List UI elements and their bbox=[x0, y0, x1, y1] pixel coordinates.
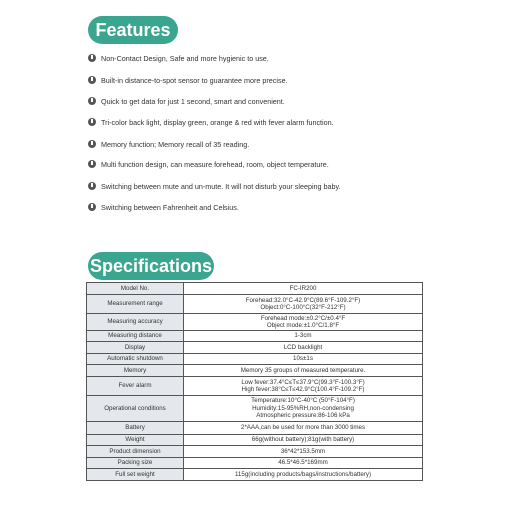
info-bullet-icon bbox=[88, 76, 96, 84]
feature-item bbox=[88, 73, 288, 87]
spec-label: Measuring accuracy bbox=[87, 314, 184, 331]
spec-value-line: Memory 35 groups of measured temperature. bbox=[240, 366, 366, 374]
spec-value-line: 36*42*153.5mm bbox=[280, 447, 326, 455]
feature-text: Multi function design, can measure forehead, room, object temperature. bbox=[101, 159, 329, 169]
feature-item bbox=[88, 200, 239, 214]
feature-text: Non-Contact Design, Safe and more hygienic to use. bbox=[101, 53, 269, 63]
spec-value-line: Temperature:10°C-40°C (50°F-104°F) bbox=[251, 397, 355, 405]
spec-value-line: 66g(without battery);81g(with battery) bbox=[251, 436, 355, 444]
specifications-table bbox=[86, 282, 423, 481]
spec-value-line: Humidity:15-95%RH,non-condensing bbox=[252, 404, 354, 412]
feature-item bbox=[88, 157, 329, 171]
spec-label: Display bbox=[87, 342, 184, 354]
feature-text: Built-in distance-to-spot sensor to guarantee more precise. bbox=[101, 75, 288, 85]
info-bullet-icon bbox=[88, 182, 96, 190]
spec-row bbox=[87, 342, 423, 354]
info-bullet-icon bbox=[88, 54, 96, 62]
feature-item bbox=[88, 51, 269, 65]
spec-value-line: Forehead mode:±0.2°C/±0.4°F bbox=[260, 314, 346, 322]
spec-value-line: 1-3cm bbox=[294, 332, 312, 340]
spec-value bbox=[184, 354, 423, 365]
info-bullet-icon bbox=[88, 203, 96, 211]
spec-value-line: 46.5*46.5*169mm bbox=[278, 459, 328, 467]
spec-label: Operational conditions bbox=[87, 396, 184, 422]
info-bullet-icon bbox=[88, 160, 96, 168]
feature-text: Switching between Fahrenheit and Celsius. bbox=[101, 202, 239, 212]
info-bullet-icon bbox=[88, 140, 96, 148]
spec-label: Model No. bbox=[87, 283, 184, 295]
spec-value bbox=[184, 446, 423, 458]
spec-row bbox=[87, 354, 423, 365]
spec-row bbox=[87, 365, 423, 377]
spec-row bbox=[87, 422, 423, 435]
spec-value bbox=[184, 331, 423, 342]
spec-value-line: FC-IR200 bbox=[289, 284, 317, 292]
spec-label: Full set weight bbox=[87, 469, 184, 481]
feature-item bbox=[88, 94, 285, 108]
spec-label: Memory bbox=[87, 365, 184, 377]
spec-row bbox=[87, 331, 423, 342]
spec-value-line: Object mode:±1.0°C/1.8°F bbox=[266, 322, 340, 329]
spec-label: Measurement range bbox=[87, 295, 184, 314]
spec-value bbox=[184, 342, 423, 354]
spec-value bbox=[184, 469, 423, 481]
spec-row bbox=[87, 283, 423, 295]
spec-value bbox=[184, 314, 423, 331]
spec-row bbox=[87, 469, 423, 481]
feature-text: Memory function; Memory recall of 35 reading. bbox=[101, 139, 250, 149]
feature-text: Quick to get data for just 1 second, smart and convenient. bbox=[101, 96, 285, 106]
spec-value bbox=[184, 396, 423, 422]
spec-value-line: Atmospheric pressure:86-106 kPa bbox=[256, 412, 350, 420]
spec-label: Automatic shutdown bbox=[87, 354, 184, 365]
spec-value-line: 115g(including products/bags/instructions/battery) bbox=[234, 470, 372, 478]
spec-label: Measuring distance bbox=[87, 331, 184, 342]
features-heading: Features bbox=[88, 16, 178, 44]
spec-label: Product dimension bbox=[87, 446, 184, 458]
spec-value bbox=[184, 422, 423, 435]
spec-value-line: 10s±1s bbox=[293, 355, 313, 363]
info-bullet-icon bbox=[88, 118, 96, 126]
spec-row bbox=[87, 396, 423, 422]
spec-label: Battery bbox=[87, 422, 184, 435]
feature-item bbox=[88, 179, 341, 193]
spec-value-line: LCD backlight bbox=[283, 343, 323, 351]
spec-row bbox=[87, 377, 423, 396]
spec-row bbox=[87, 446, 423, 458]
spec-value bbox=[184, 435, 423, 446]
spec-row bbox=[87, 314, 423, 331]
spec-value-line: Low fever:37.4°C≤T≤37.9°C(99.3°F-100.3°F) bbox=[241, 378, 365, 386]
feature-item bbox=[88, 137, 249, 151]
spec-value bbox=[184, 377, 423, 396]
spec-label: Packing size bbox=[87, 458, 184, 469]
spec-row bbox=[87, 458, 423, 469]
spec-value-line: Object:0°C-100°C(32°F-212°F) bbox=[260, 304, 346, 311]
feature-item bbox=[88, 115, 334, 129]
info-bullet-icon bbox=[88, 97, 96, 105]
spec-value bbox=[184, 283, 423, 295]
spec-row bbox=[87, 295, 423, 314]
spec-value-line: 2*AAA,can be used for more than 3000 times bbox=[240, 424, 366, 432]
spec-value bbox=[184, 365, 423, 377]
spec-label: Fever alarm bbox=[87, 377, 184, 396]
specifications-heading: Specifications bbox=[88, 252, 214, 280]
spec-value-line: Forehead:32.0°C-42.9°C(89.6°F-109.2°F) bbox=[245, 296, 361, 304]
feature-text: Switching between mute and un-mute. It will not disturb your sleeping baby. bbox=[101, 181, 341, 191]
feature-text: Tri-color back light, display green, orange & red with fever alarm function. bbox=[101, 117, 334, 127]
spec-value bbox=[184, 458, 423, 469]
spec-value bbox=[184, 295, 423, 314]
spec-row bbox=[87, 435, 423, 446]
spec-label: Weight bbox=[87, 435, 184, 446]
spec-value-line: High fever:38°C≤T≤42.9°C(100.4°F-109.2°F) bbox=[241, 386, 365, 393]
